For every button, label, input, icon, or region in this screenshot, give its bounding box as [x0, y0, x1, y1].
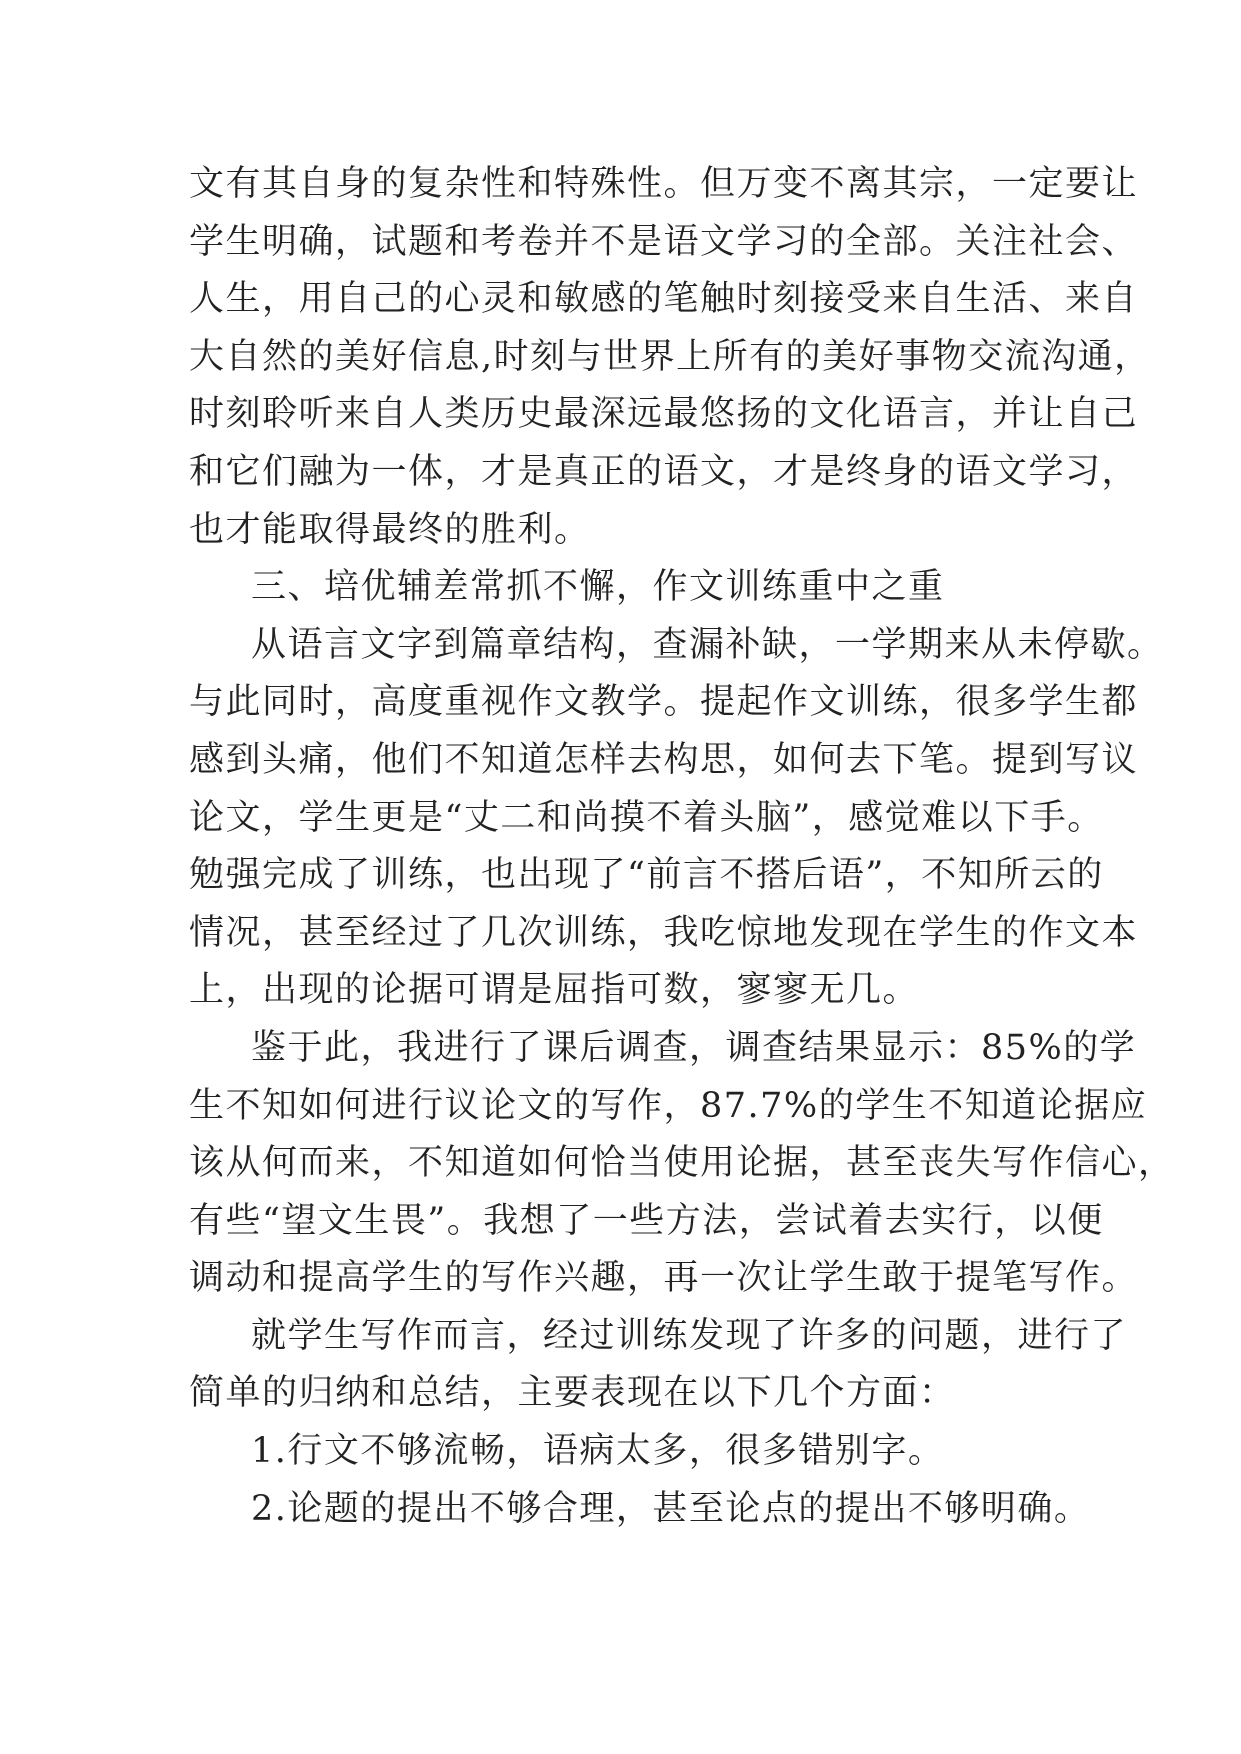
text-line: 论文，学生更是“丈二和尚摸不着头脑”，感觉难以下手。 [189, 797, 1104, 838]
paragraph [189, 1308, 1128, 1423]
body-text [189, 156, 1175, 1538]
text-line: 人生，用自己的心灵和敏感的笔触时刻接受来自生活、来自 [189, 279, 1139, 320]
list-item-text: 1.行文不够流畅，语病太多，很多错别字。 [251, 1431, 945, 1472]
text-line: 鉴于此，我进行了课后调查，调查结果显示：85%的学 [251, 1027, 1137, 1068]
text-line: 生不知如何进行议论文的写作，87.7%的学生不知道论据应 [189, 1085, 1148, 1126]
text-line: 时刻聆听来自人类历史最深远最悠扬的文化语言，并让自己 [189, 394, 1139, 435]
text-line: 从语言文字到篇章结构，查漏补缺，一学期来从未停歇。 [251, 624, 1164, 665]
text-line: 该从何而来，不知道如何恰当使用论据，甚至丧失写作信心， [189, 1143, 1175, 1184]
list-item [189, 1423, 1069, 1481]
text-line: 调动和提高学生的写作兴趣，再一次让学生敢于提笔写作。 [189, 1258, 1139, 1299]
text-line: 简单的归纳和总结，主要表现在以下几个方面： [189, 1373, 956, 1414]
text-line: 上，出现的论据可谓是屈指可数，寥寥无几。 [189, 970, 920, 1011]
section-heading-text: 三、培优辅差常抓不懈，作文训练重中之重 [251, 567, 945, 608]
text-line: 就学生写作而言，经过训练发现了许多的问题，进行了 [251, 1315, 1128, 1356]
text-line: 大自然的美好信息,时刻与世界上所有的美好事物交流沟通， [189, 336, 1151, 377]
text-line: 也才能取得最终的胜利。 [189, 509, 591, 550]
text-line: 与此同时，高度重视作文教学。提起作文训练，很多学生都 [189, 682, 1139, 723]
text-line: 文有其自身的复杂性和特殊性。但万变不离其宗，一定要让 [189, 164, 1139, 204]
text-line: 勉强完成了训练，也出现了“前言不搭后语”，不知所云的 [189, 855, 1104, 896]
text-line: 和它们融为一体，才是真正的语文，才是终身的语文学习， [189, 451, 1139, 492]
text-line: 有些“望文生畏”。我想了一些方法，尝试着去实行，以便 [189, 1200, 1104, 1241]
text-line: 情况，甚至经过了几次训练，我吃惊地发现在学生的作文本 [189, 912, 1139, 953]
paragraph [189, 156, 1151, 559]
paragraph [189, 617, 1164, 1020]
section-heading [189, 559, 1069, 617]
list-item-text: 2.论题的提出不够合理，甚至论点的提出不够明确。 [251, 1488, 1091, 1529]
text-line: 学生明确，试题和考卷并不是语文学习的全部。关注社会、 [189, 221, 1139, 262]
text-line: 感到头痛，他们不知道怎样去构思，如何去下笔。提到写议 [189, 739, 1139, 780]
paragraph [189, 1020, 1175, 1308]
list-item [189, 1481, 1091, 1539]
